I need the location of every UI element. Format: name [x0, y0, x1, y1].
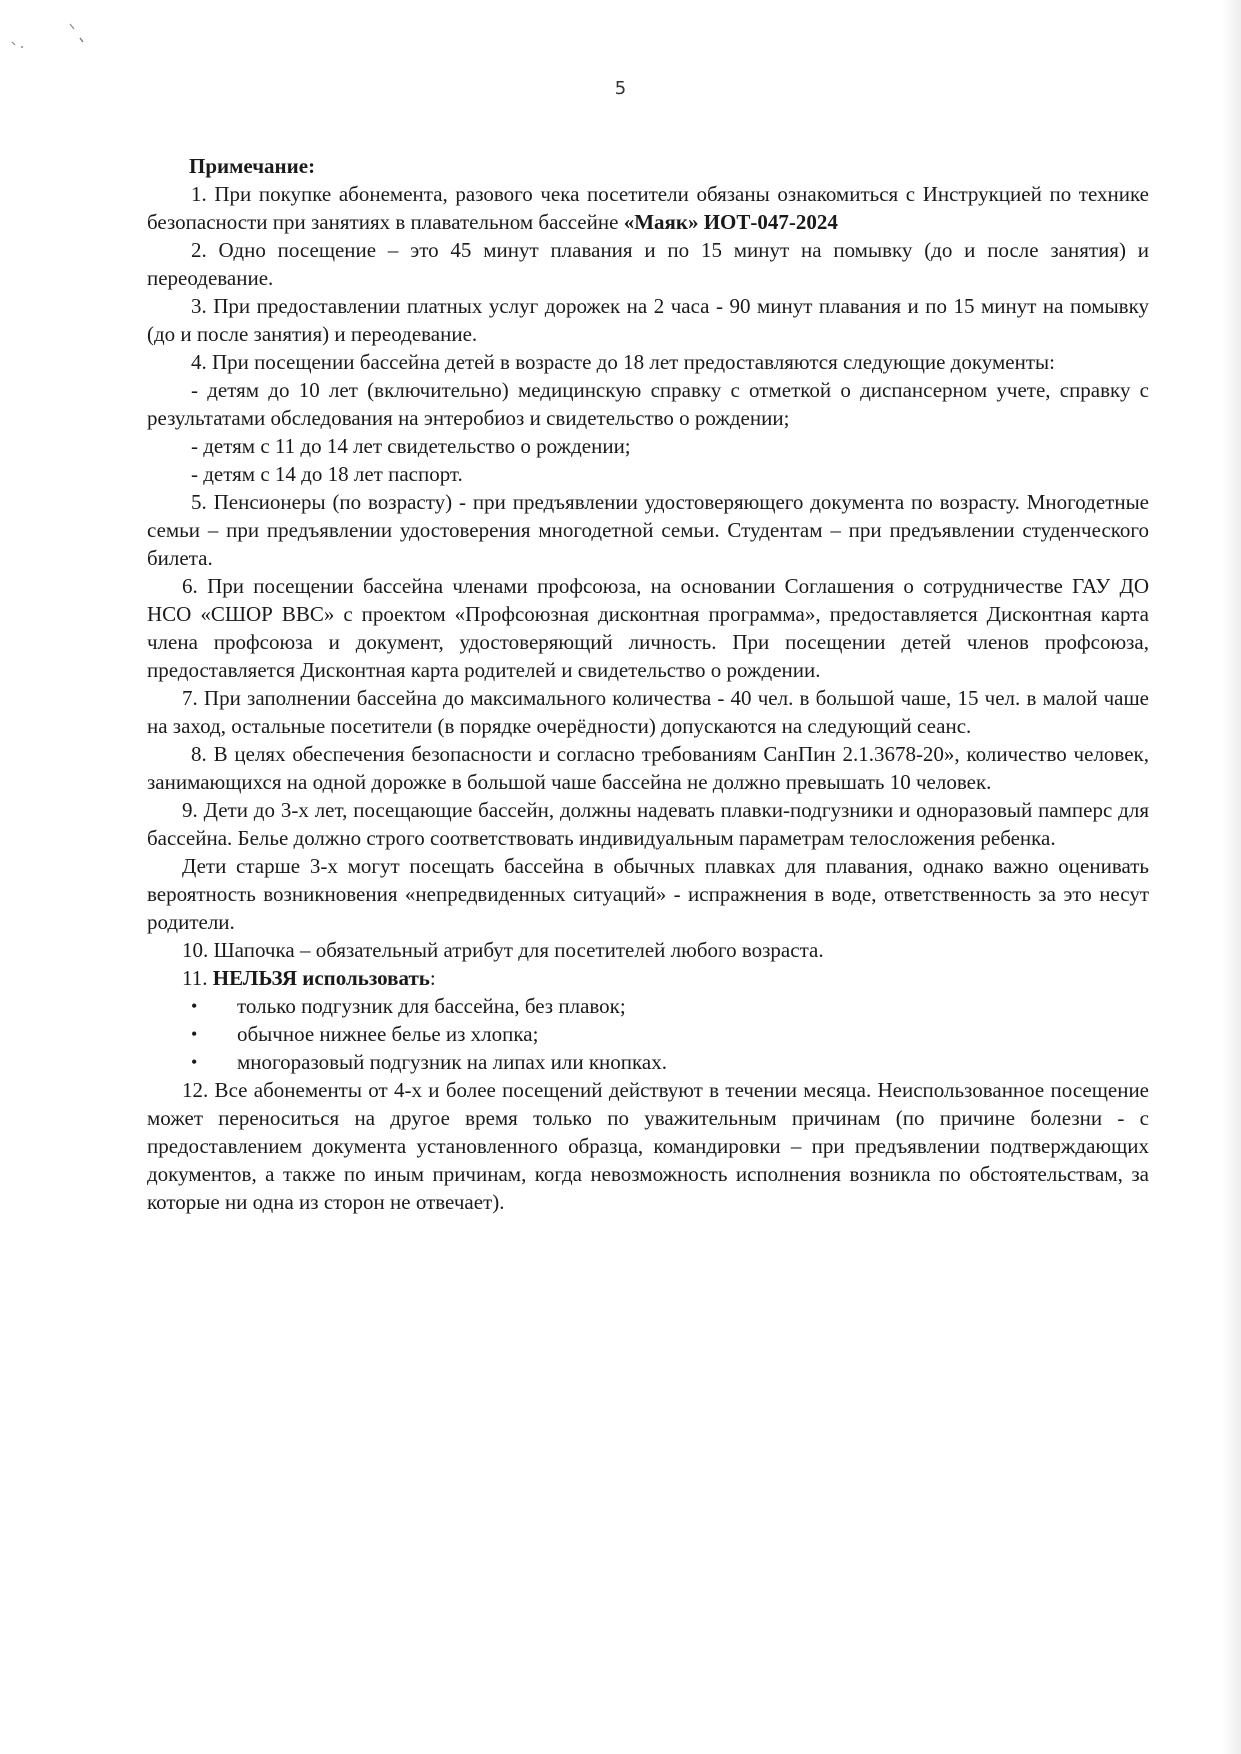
paragraph-1 — [147, 180, 1149, 236]
paragraph-11 — [147, 964, 1149, 992]
paragraph-1-text: 1. При покупке абонемента, разового чека посетители обязаны ознакомиться с Инструкцией по технике безопасности при занятиях в плавательном бассейне — [147, 182, 1149, 234]
paragraph-5: 5. Пенсионеры (по возрасту) - при предъявлении удостоверяющего документа по возрасту. Многодетные семьи – при предъявлении удостоверения многодетной семьи. Студентам – при предъявлении студенческого билета. — [147, 490, 1149, 570]
forbidden-list — [147, 992, 1149, 1076]
list-item — [147, 1020, 1149, 1048]
paragraph-4-item-c: - детям с 14 до 18 лет паспорт. — [191, 462, 463, 486]
paragraph-1-bold: «Маяк» ИОТ-047-2024 — [623, 210, 838, 234]
paragraph-7: 7. При заполнении бассейна до максимального количества - 40 чел. в большой чаше, 15 чел. в малой чаше на заход, остальные посетители (в порядке очерёдности) допускаются на следующий сеанс. — [147, 686, 1149, 738]
scan-page-edge — [1221, 0, 1241, 1754]
list-item-text: обычное нижнее белье из хлопка; — [237, 1022, 539, 1046]
paragraph-9-continued: Дети старше 3-х могут посещать бассейна в обычных плавках для плавания, однако важно оценивать вероятность возникновения «непредвиденных ситуаций» - испражнения в воде, ответственность за это несут родители. — [147, 854, 1149, 934]
paragraph-2: 2. Одно посещение – это 45 минут плавания и по 15 минут на помывку (до и после занятия) и переодевание. — [147, 238, 1149, 290]
paragraph-4: 4. При посещении бассейна детей в возрасте до 18 лет предоставляются следующие документы: — [191, 350, 1055, 374]
list-item — [147, 1048, 1149, 1076]
list-item-text: только подгузник для бассейна, без плавок; — [237, 994, 626, 1018]
paragraph-11-bold: НЕЛЬЗЯ использовать — [212, 966, 430, 990]
bullet-icon: • — [191, 1052, 198, 1072]
paragraph-6: 6. При посещении бассейна членами профсоюза, на основании Соглашения о сотрудничестве ГАУ ДО НСО «СШОР ВВС» с проектом «Профсоюзная дисконтная программа», предоставляется Дисконтная карта члена профсоюза и документ, удостоверяющий личность. При посещении детей членов профсоюза, предоставляется Дисконтная карта родителей и свидетельство о рождении. — [147, 574, 1149, 682]
paragraph-8: 8. В целях обеспечения безопасности и согласно требованиям СанПин 2.1.3678-20», количество человек, занимающихся на одной дорожке в большой чаше бассейна не должно превышать 10 человек. — [147, 742, 1149, 794]
bullet-icon: • — [191, 1024, 198, 1044]
document-body — [147, 152, 1149, 1216]
list-item-text: многоразовый подгузник на липах или кнопках. — [237, 1050, 667, 1074]
paragraph-4-item-a: - детям до 10 лет (включительно) медицинскую справку с отметкой о диспансерном учете, справку с результатами обследования на энтеробиоз и свидетельство о рождении; — [147, 378, 1149, 430]
scan-specks — [8, 20, 98, 60]
paragraph-4-item-b: - детям с 11 до 14 лет свидетельство о рождении; — [191, 434, 631, 458]
list-item — [147, 992, 1149, 1020]
paragraph-12: 12. Все абонементы от 4-х и более посещений действуют в течении месяца. Неиспользованное посещение может переноситься на другое время только по уважительным причинам (по причине болезни - с предоставлением документа установленного образца, командировки – при предъявлении подтверждающих документов, а также по иным причинам, когда невозможность исполнения возникла по обстоятельствам, за которые ни одна из сторон не отвечает). — [147, 1078, 1149, 1214]
note-title: Примечание: — [189, 154, 316, 178]
paragraph-11-number: 11. — [182, 966, 213, 990]
paragraph-9: 9. Дети до 3-х лет, посещающие бассейн, должны надевать плавки-подгузники и одноразовый памперс для бассейна. Белье должно строго соответствовать индивидуальным параметрам телосложения ребенка. — [147, 798, 1149, 850]
bullet-icon: • — [191, 996, 198, 1016]
paragraph-3: 3. При предоставлении платных услуг дорожек на 2 часа - 90 минут плавания и по 15 минут на помывку (до и после занятия) и переодевание. — [147, 294, 1149, 346]
page-number: 5 — [614, 78, 627, 99]
paragraph-10: 10. Шапочка – обязательный атрибут для посетителей любого возраста. — [182, 938, 824, 962]
paragraph-11-colon: : — [429, 966, 436, 990]
